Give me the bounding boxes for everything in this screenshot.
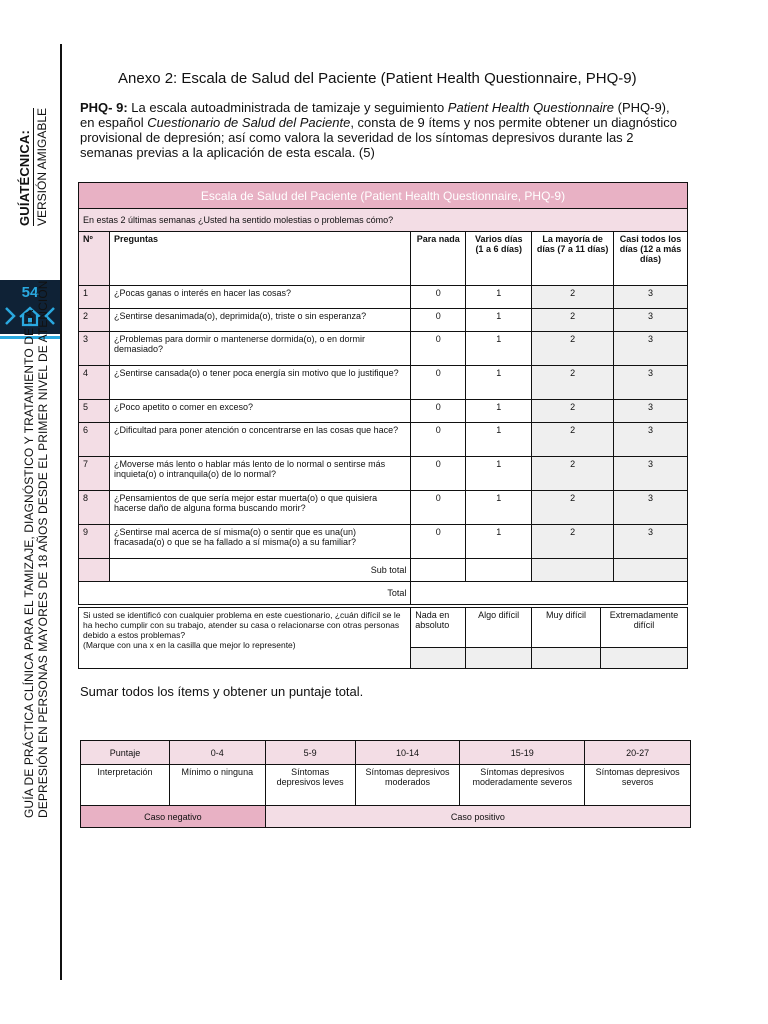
question-number: 6 [79, 423, 110, 457]
subtotal-row [79, 559, 688, 582]
header-most-days: La mayoría de días (7 a 11 días) [532, 232, 614, 286]
total-label: Total [79, 582, 411, 605]
score-interpretation-row [81, 765, 691, 806]
phq9-question-row [79, 457, 688, 491]
question-number: 3 [79, 332, 110, 366]
intro-italic-2: Cuestionario de Salud del Paciente [147, 115, 351, 130]
header-nearly-every-day: Casi todos los días (12 a más días) [614, 232, 688, 286]
total-row [79, 582, 688, 605]
phq9-question-row [79, 309, 688, 332]
option-nearly-every-day[interactable]: 3 [614, 491, 688, 525]
option-most-days[interactable]: 2 [532, 423, 614, 457]
sidebar-divider [60, 44, 62, 980]
header-several-days: Varios días (1 a 6 días) [466, 232, 532, 286]
question-text: ¿Sentirse desanimada(o), deprimida(o), triste o sin esperanza? [109, 309, 410, 332]
phq9-question-row [79, 286, 688, 309]
option-nearly-every-day[interactable]: 3 [614, 332, 688, 366]
question-number: 7 [79, 457, 110, 491]
option-nearly-every-day[interactable]: 3 [614, 457, 688, 491]
intro-text-2: (PHQ-9), en español [80, 100, 670, 130]
difficulty-note: (Marque con una x en la casilla que mejor lo represente) [83, 640, 296, 650]
score-range: 20-27 [585, 741, 691, 765]
question-text: ¿Poco apetito o comer en exceso? [109, 400, 410, 423]
option-most-days[interactable]: 2 [532, 309, 614, 332]
difficulty-answer-none[interactable] [411, 648, 466, 669]
option-several-days[interactable]: 1 [466, 457, 532, 491]
difficulty-option-somewhat: Algo difícil [466, 608, 532, 648]
question-number: 8 [79, 491, 110, 525]
option-not-at-all[interactable]: 0 [411, 309, 466, 332]
option-several-days[interactable]: 1 [466, 423, 532, 457]
case-negative: Caso negativo [81, 806, 266, 828]
score-range: 0-4 [169, 741, 265, 765]
option-several-days[interactable]: 1 [466, 286, 532, 309]
option-several-days[interactable]: 1 [466, 400, 532, 423]
interpretation-cell: Mínimo o ninguna [169, 765, 265, 806]
intro-text-1: La escala autoadministrada de tamizaje y seguimiento [127, 100, 448, 115]
guide-title-line1: GUÍA DE PRÁCTICA CLÍNICA PARA EL TAMIZAJE, DIAGNÓSTICO Y TRATAMIENTO DE LA [22, 309, 36, 818]
option-several-days[interactable]: 1 [466, 332, 532, 366]
subtotal-label: Sub total [109, 559, 410, 582]
option-not-at-all[interactable]: 0 [411, 332, 466, 366]
phq9-question-row [79, 400, 688, 423]
option-nearly-every-day[interactable]: 3 [614, 366, 688, 400]
score-table [80, 740, 691, 828]
phq9-question-row [79, 332, 688, 366]
difficulty-option-very: Muy difícil [532, 608, 601, 648]
phq9-question-row [79, 366, 688, 400]
brand-main: GUÍATÉCNICA: [17, 129, 32, 226]
option-most-days[interactable]: 2 [532, 286, 614, 309]
difficulty-option-extreme: Extremadamente difícil [600, 608, 687, 648]
option-not-at-all[interactable]: 0 [411, 491, 466, 525]
subtotal-most-days[interactable] [532, 559, 614, 582]
difficulty-answer-somewhat[interactable] [466, 648, 532, 669]
option-not-at-all[interactable]: 0 [411, 366, 466, 400]
option-nearly-every-day[interactable]: 3 [614, 309, 688, 332]
header-questions: Preguntas [109, 232, 410, 286]
page-number: 54 [21, 284, 39, 301]
interpretation-label: Interpretación [81, 765, 170, 806]
difficulty-answer-extreme[interactable] [600, 648, 687, 669]
difficulty-question-text: Si usted se identificó con cualquier problema en este cuestionario, ¿cuán difícil se le ha hecho cumplir con su trabajo, atender su casa o relacionarse con otras personas debido a estos problemas? [83, 610, 401, 640]
guide-brand [18, 108, 49, 226]
difficulty-table [78, 607, 688, 669]
question-text: ¿Sentirse cansada(o) o tener poca energía sin motivo que lo justifique? [109, 366, 410, 400]
option-nearly-every-day[interactable]: 3 [614, 423, 688, 457]
annex-title: Anexo 2: Escala de Salud del Paciente (Patient Health Questionnaire, PHQ-9) [118, 70, 637, 87]
intro-italic-1: Patient Health Questionnaire [447, 100, 615, 115]
question-text: ¿Pensamientos de que sería mejor estar muerta(o) o que quisiera hacerse daño de alguna forma buscando morir? [109, 491, 410, 525]
option-several-days[interactable]: 1 [466, 491, 532, 525]
option-not-at-all[interactable]: 0 [411, 400, 466, 423]
option-most-days[interactable]: 2 [532, 491, 614, 525]
case-row [81, 806, 691, 828]
case-positive: Caso positivo [265, 806, 690, 828]
question-number: 1 [79, 286, 110, 309]
option-most-days[interactable]: 2 [532, 525, 614, 559]
option-several-days[interactable]: 1 [466, 309, 532, 332]
phq9-subtitle: En estas 2 últimas semanas ¿Usted ha sentido molestias o problemas cómo? [79, 209, 688, 232]
header-number: Nº [79, 232, 110, 286]
option-most-days[interactable]: 2 [532, 332, 614, 366]
intro-lead: PHQ- 9: [80, 100, 128, 115]
option-not-at-all[interactable]: 0 [411, 423, 466, 457]
interpretation-cell: Síntomas depresivos severos [585, 765, 691, 806]
score-range: 10-14 [355, 741, 460, 765]
interpretation-cell: Síntomas depresivos moderadamente severos [460, 765, 585, 806]
phq9-question-row [79, 525, 688, 559]
option-not-at-all[interactable]: 0 [411, 525, 466, 559]
difficulty-question [79, 608, 411, 669]
subtotal-nearly-every-day[interactable] [614, 559, 688, 582]
guide-title [22, 280, 50, 818]
intro-paragraph [80, 100, 680, 160]
score-label: Puntaje [81, 741, 170, 765]
difficulty-answer-very[interactable] [532, 648, 601, 669]
option-not-at-all[interactable]: 0 [411, 286, 466, 309]
option-nearly-every-day[interactable]: 3 [614, 525, 688, 559]
score-range-row [81, 741, 691, 765]
sum-instruction: Sumar todos los ítems y obtener un puntaje total. [80, 684, 364, 699]
question-text: ¿Dificultad para poner atención o concentrarse en las cosas que hace? [109, 423, 410, 457]
question-text: ¿Problemas para dormir o mantenerse dormida(o), o en dormir demasiado? [109, 332, 410, 366]
intro-text-3: , consta de 9 ítems y nos permite obtener un diagnóstico provisional de depresión; así como valora la severidad de los síntomas depresivos durante las 2 semanas previas a la aplicación de esta escala. (5) [80, 115, 677, 160]
option-not-at-all[interactable]: 0 [411, 457, 466, 491]
option-most-days[interactable]: 2 [532, 366, 614, 400]
question-number: 2 [79, 309, 110, 332]
question-number: 5 [79, 400, 110, 423]
option-most-days[interactable]: 2 [532, 457, 614, 491]
brand-sub: VERSIÓN AMIGABLE [35, 107, 49, 226]
phq9-header-row [79, 232, 688, 286]
phq9-title: Escala de Salud del Paciente (Patient Health Questionnaire, PHQ-9) [79, 183, 688, 209]
phq9-table [78, 182, 688, 605]
phq9-question-row [79, 423, 688, 457]
interpretation-cell: Síntomas depresivos moderados [355, 765, 460, 806]
option-several-days[interactable]: 1 [466, 525, 532, 559]
score-range: 15-19 [460, 741, 585, 765]
subtotal-not-at-all[interactable] [411, 559, 466, 582]
option-nearly-every-day[interactable]: 3 [614, 400, 688, 423]
total-value[interactable] [411, 582, 688, 605]
score-range: 5-9 [265, 741, 355, 765]
header-not-at-all: Para nada [411, 232, 466, 286]
question-text: ¿Sentirse mal acerca de sí misma(o) o sentir que es una(un) fracasada(o) o que se ha fallado a sí misma(o) a su familiar? [109, 525, 410, 559]
question-number: 9 [79, 525, 110, 559]
guide-title-line2: DEPRESIÓN EN PERSONAS MAYORES DE 18 AÑOS DESDE EL PRIMER NIVEL DE ATENCIÓN [36, 280, 50, 818]
question-text: ¿Pocas ganas o interés en hacer las cosas? [109, 286, 410, 309]
subtotal-spacer [79, 559, 110, 582]
question-number: 4 [79, 366, 110, 400]
option-most-days[interactable]: 2 [532, 400, 614, 423]
option-nearly-every-day[interactable]: 3 [614, 286, 688, 309]
difficulty-option-none: Nada en absoluto [411, 608, 466, 648]
option-several-days[interactable]: 1 [466, 366, 532, 400]
question-text: ¿Moverse más lento o hablar más lento de lo normal o sentirse más inquieta(o) o intranquila(o) de lo normal? [109, 457, 410, 491]
phq9-question-row [79, 491, 688, 525]
interpretation-cell: Síntomas depresivos leves [265, 765, 355, 806]
subtotal-several-days[interactable] [466, 559, 532, 582]
